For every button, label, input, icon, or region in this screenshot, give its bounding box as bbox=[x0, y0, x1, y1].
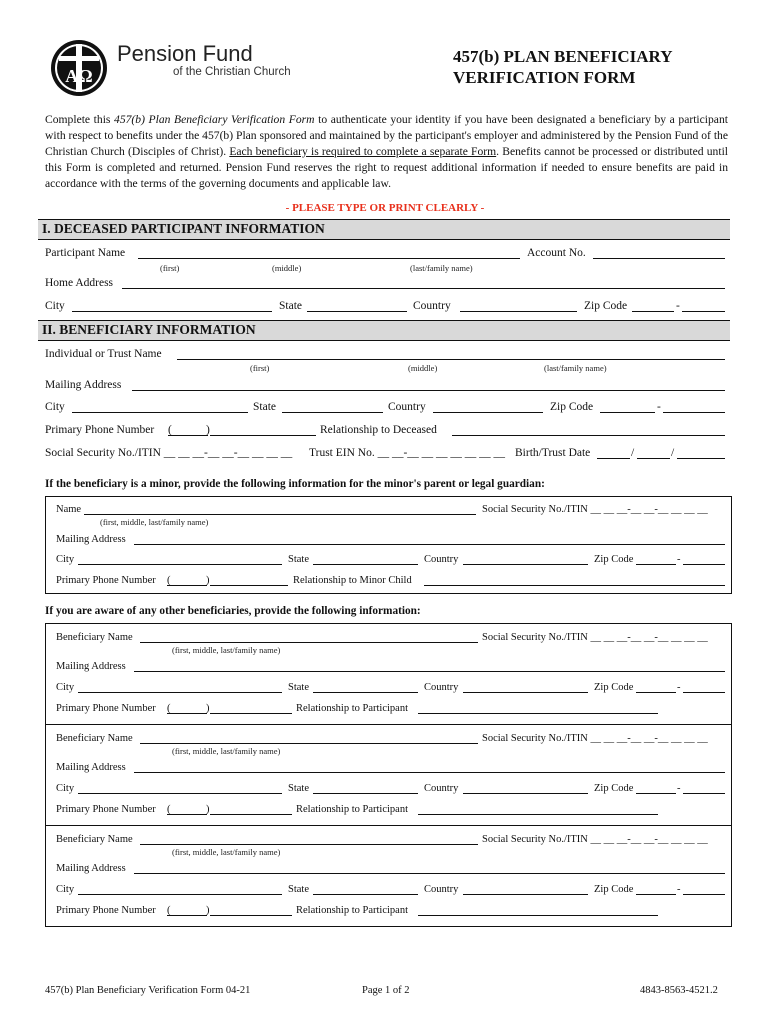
other-2-mailing-field[interactable] bbox=[134, 772, 725, 773]
footer-form-id: 457(b) Plan Beneficiary Verification Form 04-21 bbox=[45, 985, 251, 996]
participant-first-hint: (first) bbox=[160, 263, 180, 273]
other-2-paren-close: ) bbox=[206, 804, 210, 815]
other-2-country-label: Country bbox=[424, 783, 459, 794]
participant-last-hint: (last/family name) bbox=[410, 263, 473, 273]
phone-number-field[interactable] bbox=[210, 435, 316, 436]
other-1-mailing-label: Mailing Address bbox=[56, 661, 126, 672]
birth-date-label: Birth/Trust Date bbox=[515, 447, 591, 459]
state-field[interactable] bbox=[307, 311, 407, 312]
state-label: State bbox=[279, 300, 302, 312]
other-1-zip-field[interactable] bbox=[636, 692, 676, 693]
other-2-name-hint: (first, middle, last/family name) bbox=[172, 746, 281, 756]
other-3-city-field[interactable] bbox=[78, 894, 282, 895]
other-2-zip-label: Zip Code bbox=[594, 783, 634, 794]
birth-slash-2: / bbox=[671, 447, 675, 459]
minor-city-label: City bbox=[56, 554, 75, 565]
form-title bbox=[453, 46, 672, 88]
b-state-field[interactable] bbox=[282, 412, 383, 413]
other-1-name-label: Beneficiary Name bbox=[56, 632, 133, 643]
minor-heading: If the beneficiary is a minor, provide the following information for the minor's parent or legal guardian: bbox=[45, 478, 545, 490]
others-heading: If you are aware of any other beneficiaries, provide the following information: bbox=[45, 605, 421, 617]
beneficiary-name-field[interactable] bbox=[177, 359, 725, 360]
b-zip-field[interactable] bbox=[600, 412, 655, 413]
b-state-label: State bbox=[253, 401, 276, 413]
other-3-state-label: State bbox=[288, 884, 309, 895]
birth-month-field[interactable] bbox=[597, 458, 630, 459]
phone-label: Primary Phone Number bbox=[45, 424, 155, 436]
phone-paren-open: ( bbox=[168, 424, 172, 436]
trust-ein-field[interactable]: Trust EIN No. __ __-__ __ __ __ __ __ __ bbox=[309, 447, 506, 459]
other-1-name-hint: (first, middle, last/family name) bbox=[172, 645, 281, 655]
section-1-header bbox=[38, 219, 730, 240]
other-1-phone-label: Primary Phone Number bbox=[56, 703, 156, 714]
other-2-state-label: State bbox=[288, 783, 309, 794]
mailing-address-field[interactable] bbox=[132, 390, 725, 391]
other-3-zip-dash: - bbox=[677, 884, 681, 895]
intro-text-2: to authenticate your identity if you have been designated a beneficiary by a participant with respect to benefits under the 457(b) Plan sponsored and maintained by the participant's employer and administered by the Pension Fund of the Christian Church (Disciples of Christ). bbox=[45, 113, 728, 158]
intro-paragraph bbox=[45, 112, 728, 192]
minor-phone-label: Primary Phone Number bbox=[56, 575, 156, 586]
minor-phone-field[interactable] bbox=[210, 585, 288, 586]
other-2-city-field[interactable] bbox=[78, 793, 282, 794]
svg-text:AΩ: AΩ bbox=[65, 66, 93, 86]
other-1-mailing-field[interactable] bbox=[134, 671, 725, 672]
logo-name: Pension Fund bbox=[117, 41, 253, 66]
zip-ext-field[interactable] bbox=[682, 311, 725, 312]
other-3-relationship-label: Relationship to Participant bbox=[296, 905, 408, 916]
other-1-city-field[interactable] bbox=[78, 692, 282, 693]
account-no-label: Account No. bbox=[527, 247, 586, 259]
other-2-zip-field[interactable] bbox=[636, 793, 676, 794]
other-2-zip-dash: - bbox=[677, 783, 681, 794]
other-1-phone-area-field[interactable] bbox=[167, 713, 207, 714]
other-3-zip-ext-field[interactable] bbox=[683, 894, 725, 895]
other-3-mailing-label: Mailing Address bbox=[56, 863, 126, 874]
minor-relationship-label: Relationship to Minor Child bbox=[293, 575, 412, 586]
relationship-deceased-field[interactable] bbox=[452, 435, 725, 436]
minor-paren-close: ) bbox=[206, 575, 210, 586]
minor-name-field[interactable] bbox=[84, 514, 476, 515]
other-3-ssn-field[interactable]: Social Security No./ITIN __ __ __-__ __-__ __ __ __ bbox=[482, 834, 708, 845]
other-3-country-label: Country bbox=[424, 884, 459, 895]
other-2-country-field[interactable] bbox=[463, 793, 588, 794]
minor-zip-field[interactable] bbox=[636, 564, 676, 565]
other-3-country-field[interactable] bbox=[463, 894, 588, 895]
minor-mailing-field[interactable] bbox=[134, 544, 725, 545]
other-1-country-field[interactable] bbox=[463, 692, 588, 693]
other-2-paren-open: ( bbox=[167, 804, 171, 815]
other-2-name-field[interactable] bbox=[140, 743, 478, 744]
form-title-line2: VERIFICATION FORM bbox=[453, 68, 636, 87]
other-3-zip-label: Zip Code bbox=[594, 884, 634, 895]
other-3-state-field[interactable] bbox=[313, 894, 418, 895]
other-1-country-label: Country bbox=[424, 682, 459, 693]
logo-subtitle: of the Christian Church bbox=[173, 66, 291, 78]
other-2-name-label: Beneficiary Name bbox=[56, 733, 133, 744]
minor-phone-area-field[interactable] bbox=[167, 585, 207, 586]
b-zip-dash: - bbox=[657, 401, 661, 413]
other-1-paren-close: ) bbox=[206, 703, 210, 714]
logo-emblem-icon bbox=[49, 38, 109, 98]
beneficiary-ssn-field[interactable]: Social Security No./ITIN __ __ __-__ __-__ __ __ __ bbox=[45, 447, 293, 459]
participant-name-label: Participant Name bbox=[45, 247, 126, 259]
birth-slash-1: / bbox=[631, 447, 635, 459]
minor-paren-open: ( bbox=[167, 575, 171, 586]
minor-mailing-label: Mailing Address bbox=[56, 534, 126, 545]
minor-name-label: Name bbox=[56, 504, 82, 515]
other-3-name-field[interactable] bbox=[140, 844, 478, 845]
other-1-zip-ext-field[interactable] bbox=[683, 692, 725, 693]
intro-form-name: 457(b) Plan Beneficiary Verification Form bbox=[114, 113, 315, 126]
minor-relationship-field[interactable] bbox=[424, 585, 725, 586]
intro-text-3: . Benefits cannot be processed or distributed until this Form is completed and returned. Pension Fund reserves the right to request additional information if needed to ensure benefits are paid in accordance with the terms of the governing documents and applicable law. bbox=[45, 145, 729, 190]
section-2-header bbox=[38, 320, 730, 341]
other-3-zip-field[interactable] bbox=[636, 894, 676, 895]
zip-dash: - bbox=[676, 300, 680, 312]
other-2-phone-area-field[interactable] bbox=[167, 814, 207, 815]
phone-area-field[interactable] bbox=[168, 435, 208, 436]
country-label: Country bbox=[413, 300, 451, 312]
phone-paren-close: ) bbox=[206, 424, 210, 436]
other-2-ssn-field[interactable]: Social Security No./ITIN __ __ __-__ __-__ __ __ __ bbox=[482, 733, 708, 744]
minor-zip-dash: - bbox=[677, 554, 681, 565]
minor-state-field[interactable] bbox=[313, 564, 418, 565]
minor-zip-ext-field[interactable] bbox=[683, 564, 725, 565]
other-1-ssn-field[interactable]: Social Security No./ITIN __ __ __-__ __-__ __ __ __ bbox=[482, 632, 708, 643]
zip-label: Zip Code bbox=[584, 300, 628, 312]
section-1-title: I. DECEASED PARTICIPANT INFORMATION bbox=[42, 221, 325, 236]
minor-ssn-field[interactable]: Social Security No./ITIN __ __ __-__ __-__ __ __ __ bbox=[482, 504, 708, 515]
beneficiary-last-hint: (last/family name) bbox=[544, 363, 607, 373]
mailing-address-label: Mailing Address bbox=[45, 379, 122, 391]
form-title-line1: 457(b) PLAN BENEFICIARY bbox=[453, 47, 673, 66]
other-1-name-field[interactable] bbox=[140, 642, 478, 643]
minor-state-label: State bbox=[288, 554, 309, 565]
account-no-field[interactable] bbox=[593, 258, 725, 259]
other-1-relationship-label: Relationship to Participant bbox=[296, 703, 408, 714]
other-3-paren-open: ( bbox=[167, 905, 171, 916]
section-2-title: II. BENEFICIARY INFORMATION bbox=[42, 322, 256, 337]
other-2-zip-ext-field[interactable] bbox=[683, 793, 725, 794]
city-label: City bbox=[45, 300, 65, 312]
minor-country-label: Country bbox=[424, 554, 459, 565]
other-2-phone-label: Primary Phone Number bbox=[56, 804, 156, 815]
logo bbox=[49, 38, 109, 98]
other-3-mailing-field[interactable] bbox=[134, 873, 725, 874]
other-1-zip-label: Zip Code bbox=[594, 682, 634, 693]
other-1-state-label: State bbox=[288, 682, 309, 693]
b-zip-ext-field[interactable] bbox=[663, 412, 725, 413]
other-2-city-label: City bbox=[56, 783, 75, 794]
other-3-name-label: Beneficiary Name bbox=[56, 834, 133, 845]
other-2-relationship-label: Relationship to Participant bbox=[296, 804, 408, 815]
zip-field[interactable] bbox=[632, 311, 674, 312]
minor-name-hint: (first, middle, last/family name) bbox=[100, 517, 209, 527]
other-2-state-field[interactable] bbox=[313, 793, 418, 794]
other-1-phone-field[interactable] bbox=[210, 713, 292, 714]
birth-year-field[interactable] bbox=[677, 458, 725, 459]
other-1-relationship-field[interactable] bbox=[418, 713, 658, 714]
other-2-phone-field[interactable] bbox=[210, 814, 292, 815]
other-1-zip-dash: - bbox=[677, 682, 681, 693]
other-3-paren-close: ) bbox=[206, 905, 210, 916]
print-notice: - PLEASE TYPE OR PRINT CLEARLY - bbox=[285, 202, 485, 214]
minor-city-field[interactable] bbox=[78, 564, 282, 565]
b-city-label: City bbox=[45, 401, 65, 413]
beneficiary-name-label: Individual or Trust Name bbox=[45, 348, 162, 360]
b-country-field[interactable] bbox=[433, 412, 543, 413]
other-2-relationship-field[interactable] bbox=[418, 814, 658, 815]
other-1-city-label: City bbox=[56, 682, 75, 693]
birth-day-field[interactable] bbox=[637, 458, 670, 459]
other-3-name-hint: (first, middle, last/family name) bbox=[172, 847, 281, 857]
other-3-phone-label: Primary Phone Number bbox=[56, 905, 156, 916]
other-3-relationship-field[interactable] bbox=[418, 915, 658, 916]
b-zip-label: Zip Code bbox=[550, 401, 594, 413]
minor-zip-label: Zip Code bbox=[594, 554, 634, 565]
other-3-phone-area-field[interactable] bbox=[167, 915, 207, 916]
footer-page-number: Page 1 of 2 bbox=[362, 985, 410, 996]
home-address-field[interactable] bbox=[122, 288, 725, 289]
minor-country-field[interactable] bbox=[463, 564, 588, 565]
intro-separate-form: Each beneficiary is required to complete a separate Form bbox=[229, 145, 497, 158]
footer-doc-number: 4843-8563-4521.2 bbox=[640, 985, 718, 996]
other-1-state-field[interactable] bbox=[313, 692, 418, 693]
beneficiary-middle-hint: (middle) bbox=[408, 363, 438, 373]
beneficiary-first-hint: (first) bbox=[250, 363, 270, 373]
other-3-phone-field[interactable] bbox=[210, 915, 292, 916]
city-field[interactable] bbox=[72, 311, 272, 312]
other-1-paren-open: ( bbox=[167, 703, 171, 714]
participant-middle-hint: (middle) bbox=[272, 263, 302, 273]
other-3-city-label: City bbox=[56, 884, 75, 895]
country-field[interactable] bbox=[460, 311, 577, 312]
participant-name-field[interactable] bbox=[138, 258, 520, 259]
home-address-label: Home Address bbox=[45, 277, 114, 289]
b-country-label: Country bbox=[388, 401, 426, 413]
relationship-deceased-label: Relationship to Deceased bbox=[320, 424, 437, 436]
other-2-mailing-label: Mailing Address bbox=[56, 762, 126, 773]
b-city-field[interactable] bbox=[72, 412, 248, 413]
intro-text-1: Complete this bbox=[45, 113, 115, 126]
